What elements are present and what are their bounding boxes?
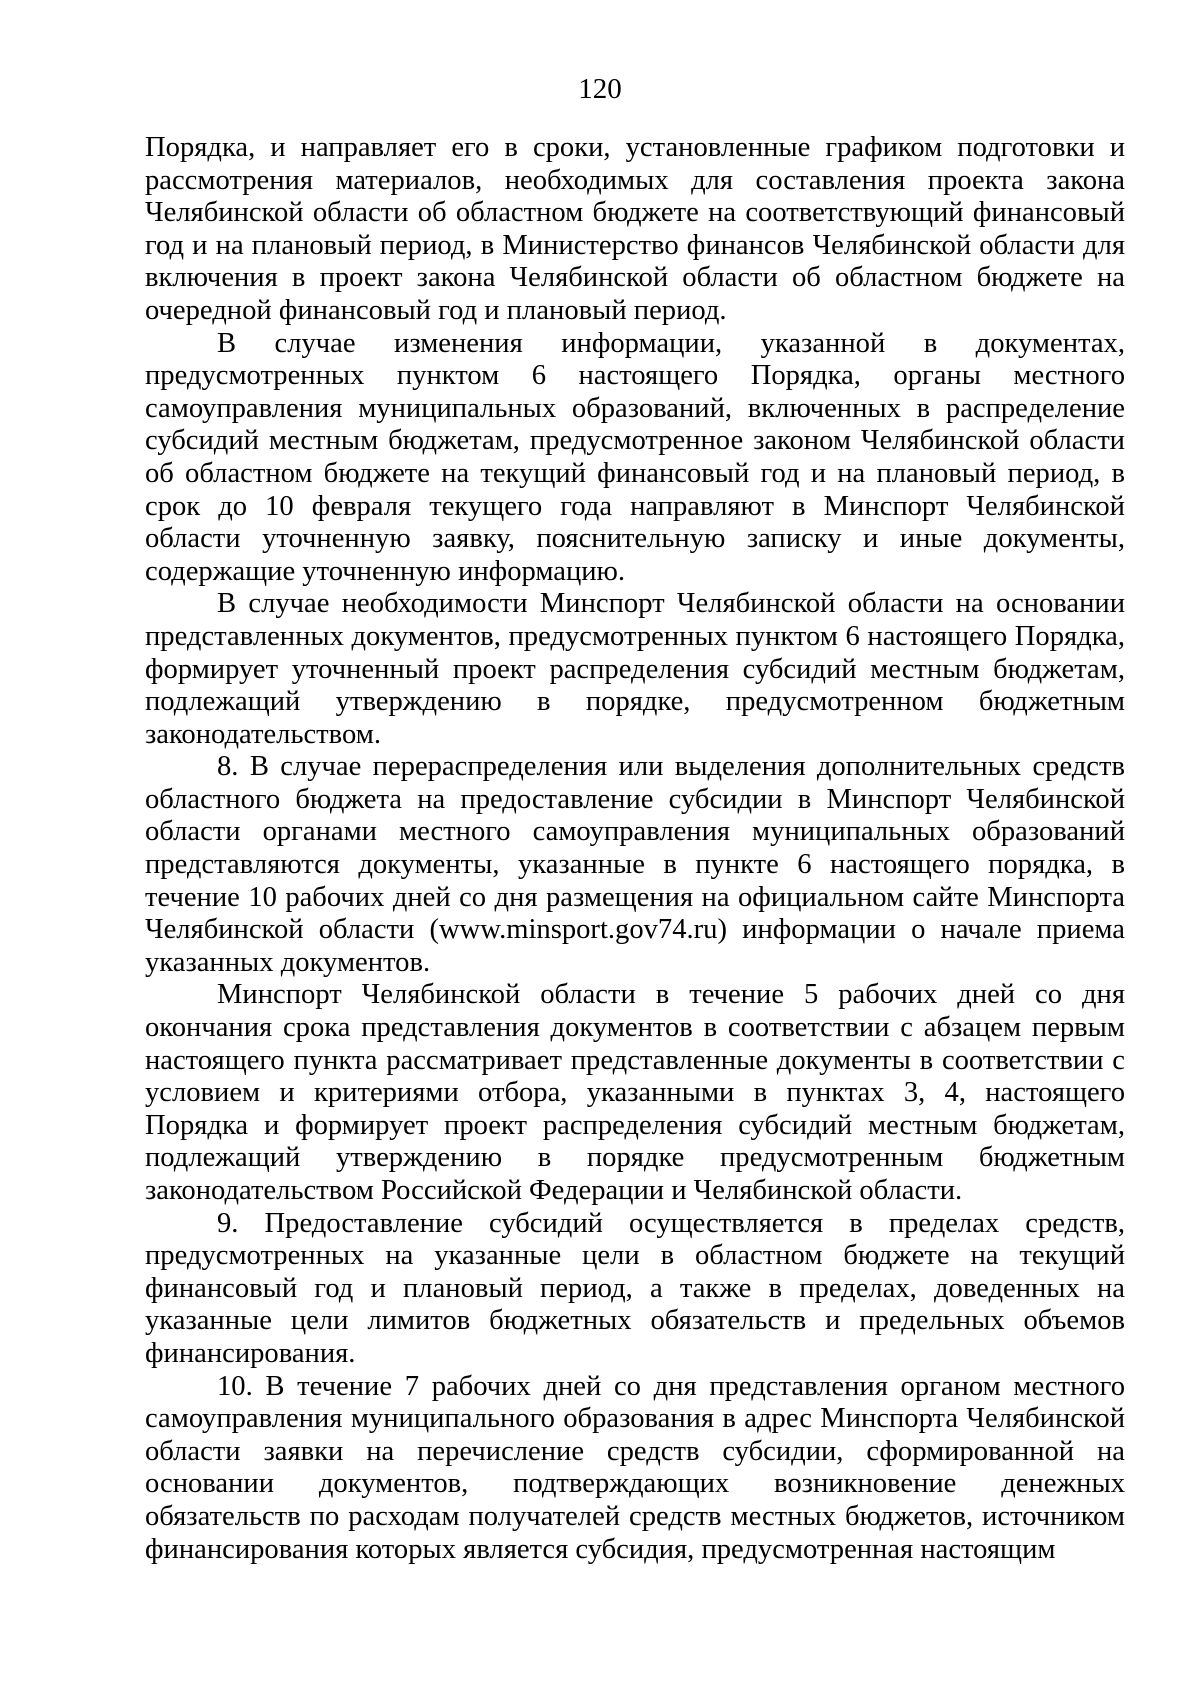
document-body bbox=[145, 132, 1125, 1566]
paragraph-clause-8: 8. В случае перераспределения или выделения дополнительных средств областного бюджета на предоставление субсидии в Минспорт Челябинской области органами местного самоуправления муниципальных образований представляются документы, указанные в пункте 6 настоящего порядка, в течение 10 рабочих дней со дня размещения на официальном сайте Минспорта Челябинской области (www.minsport.gov74.ru) информации о начале приема указанных документов. bbox=[145, 751, 1125, 978]
paragraph-info-change: В случае изменения информации, указанной в документах, предусмотренных пунктом 6 настоящего Порядка, органы местного самоуправления муниципальных образований, включенных в распределение субсидий местным бюджетам, предусмотренное законом Челябинской области об областном бюджете на текущий финансовый год и на плановый период, в срок до 10 февраля текущего года направляют в Минспорт Челябинской области уточненную заявку, пояснительную записку и иные документы, содержащие уточненную информацию. bbox=[145, 327, 1125, 587]
page-number: 120 bbox=[578, 73, 622, 105]
paragraph-clause-9: 9. Предоставление субсидий осуществляется в пределах средств, предусмотренных на указанные цели в областном бюджете на текущий финансовый год и плановый период, а также в пределах, доведенных на указанные цели лимитов бюджетных обязательств и предельных объемов финансирования. bbox=[145, 1207, 1125, 1369]
paragraph-refined-distribution: В случае необходимости Минспорт Челябинской области на основании представленных документов, предусмотренных пунктом 6 настоящего Порядка, формирует уточненный проект распределения субсидий местным бюджетам, подлежащий утверждению в порядке, предусмотренном бюджетным законодательством. bbox=[145, 588, 1125, 750]
paragraph-continuation: Порядка, и направляет его в сроки, установленные графиком подготовки и рассмотрения материалов, необходимых для составления проекта закона Челябинской области об областном бюджете на соответствующий финансовый год и на плановый период, в Министерство финансов Челябинской области для включения в проект закона Челябинской области об областном бюджете на очередной финансовый год и плановый период. bbox=[145, 132, 1125, 326]
paragraph-clause-10: 10. В течение 7 рабочих дней со дня представления органом местного самоуправления муниципального образования в адрес Минспорта Челябинской области заявки на перечисление средств субсидии, сформированной на основании документов, подтверждающих возникновение денежных обязательств по расходам получателей средств местных бюджетов, источником финансирования которых является субсидия, предусмотренная настоящим bbox=[145, 1370, 1125, 1565]
paragraph-review: Минспорт Челябинской области в течение 5 рабочих дней со дня окончания срока представления документов в соответствии с абзацем первым настоящего пункта рассматривает представленные документы в соответствии с условием и критериями отбора, указанными в пунктах 3, 4, настоящего Порядка и формирует проект распределения субсидий местным бюджетам, подлежащий утверждению в порядке предусмотренным бюджетным законодательством Российской Федерации и Челябинской области. bbox=[145, 979, 1125, 1206]
